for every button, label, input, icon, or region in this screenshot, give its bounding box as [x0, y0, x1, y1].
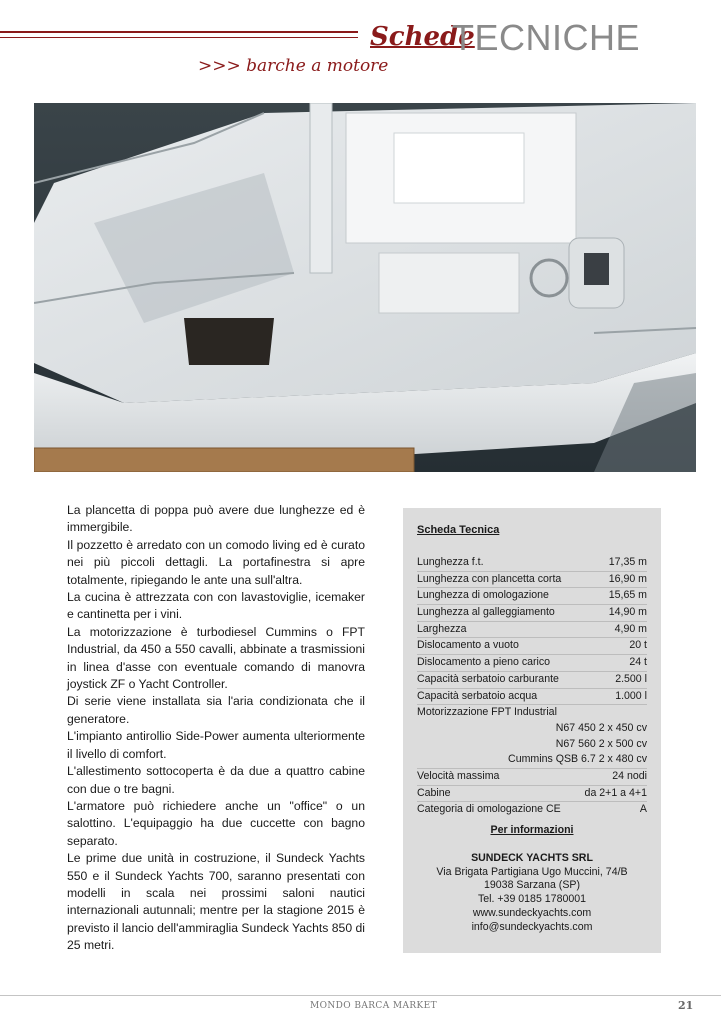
spec-label: Lunghezza al galleggiamento: [417, 606, 555, 619]
spec-label: Cabine: [417, 786, 451, 799]
spec-value: 24 nodi: [612, 769, 647, 782]
spec-label: Motorizzazione FPT Industrial: [417, 706, 557, 719]
spec-row: [417, 588, 647, 605]
spec-table: [417, 555, 647, 818]
spec-row: [417, 555, 647, 572]
contact-website-link[interactable]: www.sundeckyachts.com: [472, 906, 592, 919]
contact-company: SUNDECK YACHTS SRL: [471, 851, 593, 864]
paragraph: Le prime due unità in costruzione, il Sundeck Yachts 550 e il Sundeck Yachts 700, saranno presentati con modelli in scala nei prossimi saloni nautici internazionali autunnali; mentre per la stagione 2015 è previsto il lancio dell'ammiraglia Sundeck Yachts 850 di 25 metri.: [67, 851, 365, 953]
spec-row-engine: [417, 752, 647, 769]
spec-label: Categoria di omologazione CE: [417, 803, 561, 816]
spec-value: 2.500 l: [615, 672, 647, 685]
spec-label: Capacità serbatoio acqua: [417, 689, 538, 702]
footer-magazine-name: MONDO BARCA MARKET: [310, 1001, 438, 1011]
spec-value: da 2+1 a 4+1: [584, 786, 647, 799]
spec-value: N67 560 2 x 500 cv: [555, 737, 647, 750]
spec-row: [417, 638, 647, 655]
spec-value: 16,90 m: [608, 572, 647, 585]
spec-title: Scheda Tecnica: [417, 524, 500, 536]
contact-address-line1: Via Brigata Partigiana Ugo Muccini, 74/B: [436, 865, 628, 878]
spec-value: 20 t: [629, 639, 647, 652]
header-rule-bottom: [0, 37, 358, 38]
spec-value: 4,90 m: [614, 622, 647, 635]
paragraph: La plancetta di poppa può avere due lunghezze ed è immergibile.: [67, 503, 365, 535]
spec-label: Lunghezza con plancetta corta: [417, 572, 562, 585]
header-rule-top: [0, 31, 358, 33]
spec-label: Dislocamento a vuoto: [417, 639, 519, 652]
spec-row: [417, 572, 647, 589]
spec-row: [417, 786, 647, 803]
spec-value: A: [639, 803, 647, 816]
spec-row: [417, 622, 647, 639]
spec-label: Lunghezza f.t.: [417, 556, 484, 568]
spec-value: 24 t: [629, 656, 647, 669]
spec-value: Cummins QSB 6.7 2 x 480 cv: [508, 753, 647, 766]
spec-row: [417, 705, 647, 721]
contact-email-link[interactable]: info@sundeckyachts.com: [471, 920, 593, 933]
spec-value: 14,90 m: [608, 606, 647, 619]
contact-info: [403, 824, 661, 935]
spec-row-engine: [417, 721, 647, 737]
spec-value: 1.000 l: [615, 689, 647, 702]
paragraph: La motorizzazione è turbodiesel Cummins o FPT Industrial, da 450 a 550 cavalli, abbinate a trasmissioni in linea d'asse con eventuale comando di manovra joystick ZF o Yacht Controller.: [67, 624, 365, 692]
header-title-main: TECNICHE: [452, 17, 641, 58]
spec-row: [417, 689, 647, 706]
spec-label: Dislocamento a pieno carico: [417, 656, 551, 669]
header-subtitle: >>> barche a motore: [198, 56, 389, 76]
spec-value: 17,35 m: [608, 556, 647, 568]
contact-title: Per informazioni: [490, 824, 574, 836]
contact-address-line2: 19038 Sarzana (SP): [484, 879, 580, 892]
footer-page-number: 21: [678, 999, 694, 1012]
header-title-script: Schede: [370, 22, 475, 52]
paragraph: Il pozzetto è arredato con un comodo living ed è curato nei più piccoli dettagli. La portafinestra si apre totalmente, ripiegando le ante una sull'altra.: [67, 537, 365, 587]
paragraph: L'allestimento sottocoperta è da due a quattro cabine con due o tre bagni.: [67, 764, 365, 796]
footer-rule: [0, 995, 721, 996]
spec-row: [417, 769, 647, 786]
spec-label: Larghezza: [417, 622, 467, 635]
paragraph: Di serie viene installata sia l'aria condizionata che il generatore.: [67, 694, 365, 726]
spec-row: [417, 672, 647, 689]
spec-value: N67 450 2 x 450 cv: [555, 721, 647, 734]
spec-row: [417, 655, 647, 672]
paragraph: L'armatore può richiedere anche un "office" o un salottino. L'equipaggio ha due cuccette con bagno separato.: [67, 798, 365, 848]
spec-label: Velocità massima: [417, 769, 500, 782]
spec-box: [403, 508, 661, 953]
yacht-flybridge-photo: [34, 103, 696, 472]
contact-phone: Tel. +39 0185 1780001: [477, 893, 587, 906]
paragraph: L'impianto antirollio Side-Power aumenta ulteriormente il livello di comfort.: [67, 729, 365, 761]
spec-value: 15,65 m: [608, 589, 647, 602]
spec-row-engine: [417, 737, 647, 753]
yacht-render-illustration: [34, 103, 696, 472]
spec-label: Lunghezza di omologazione: [417, 589, 549, 602]
spec-row: [417, 802, 647, 818]
article-body: [67, 502, 365, 955]
paragraph: La cucina è attrezzata con con lavastoviglie, icemaker e cantinetta per i vini.: [67, 590, 365, 622]
spec-row: [417, 605, 647, 622]
spec-label: Capacità serbatoio carburante: [417, 672, 559, 685]
